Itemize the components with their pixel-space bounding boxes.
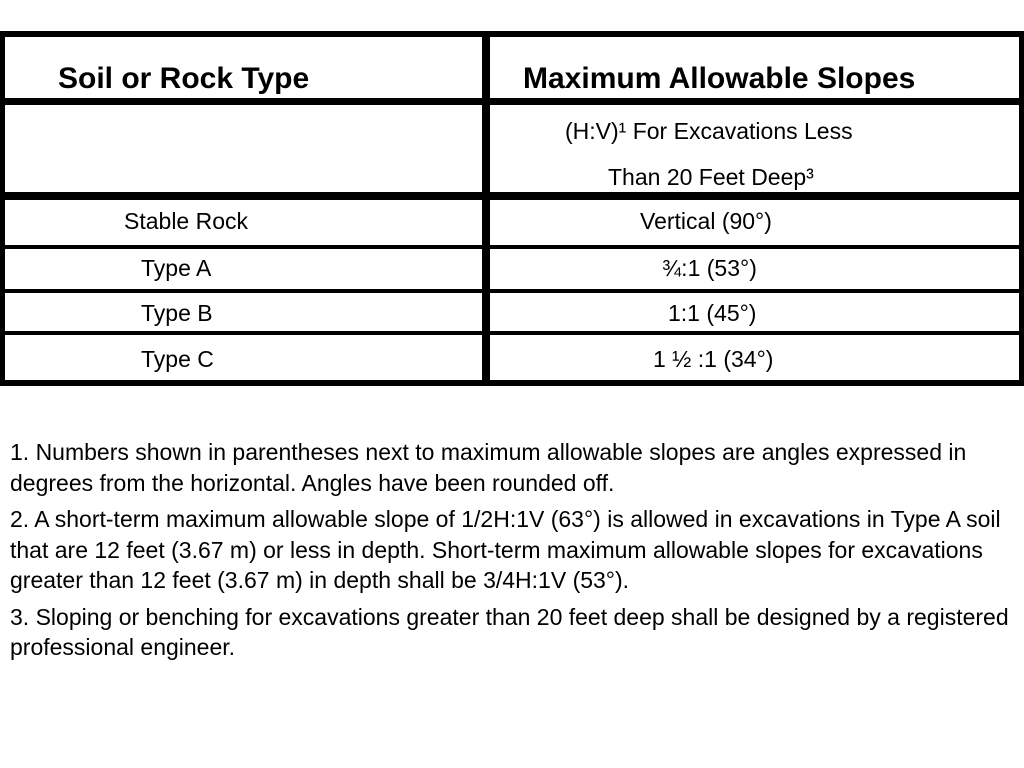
footnotes: [10, 437, 1010, 669]
table-row-2-type-cell: [5, 293, 482, 331]
table-row-1-slope-cell: [490, 249, 1019, 289]
header-cell-max-slopes: [490, 37, 1019, 98]
subheader-cell-hv-note: [490, 105, 1019, 192]
table-row-2-slope-cell: [490, 293, 1019, 331]
header-cell-soil-type: [5, 37, 482, 98]
row-0-type: Stable Rock: [124, 208, 249, 234]
footnote-2: 2. A short-term maximum allowable slope of 1/2H:1V (63°) is allowed in excavations in Type A soil that are 12 feet (3.67 m) or less in depth. Short-term maximum allowable slopes for excavations greater than 12 feet (3.67 m) in depth shall be 3/4H:1V (53°).: [10, 506, 1001, 593]
footnote-3: 3. Sloping or benching for excavations greater than 20 feet deep shall be designed by a registered professional engineer.: [10, 603, 1009, 660]
subheader-cell-empty: [5, 105, 482, 192]
footnote-1: 1. Numbers shown in parentheses next to maximum allowable slopes are angles expressed in degrees from the horizontal. Angles have been rounded off.: [10, 439, 967, 496]
table-row-0-slope-cell: [490, 200, 1019, 245]
row-0-slope: Vertical (90°): [640, 208, 772, 234]
subheader-line-1: (H:V)¹ For Excavations Less: [565, 118, 853, 144]
header-max-slopes: Maximum Allowable Slopes: [523, 62, 916, 95]
row-2-slope: 1:1 (45°): [668, 300, 757, 326]
row-2-type: Type B: [141, 300, 213, 326]
table-row-1-type-cell: [5, 249, 482, 289]
row-1-type: Type A: [141, 255, 212, 281]
row-3-type: Type C: [141, 346, 214, 372]
header-soil-type: Soil or Rock Type: [58, 62, 310, 95]
row-1-slope: ¾:1 (53°): [662, 255, 757, 281]
subheader-line-2: Than 20 Feet Deep³: [608, 164, 814, 190]
table-row-0-type-cell: [5, 200, 482, 245]
row-3-slope: 1 ½ :1 (34°): [653, 346, 774, 372]
table-row-3-type-cell: [5, 335, 482, 380]
slope-table: [0, 31, 1024, 386]
table-row-3-slope-cell: [490, 335, 1019, 380]
